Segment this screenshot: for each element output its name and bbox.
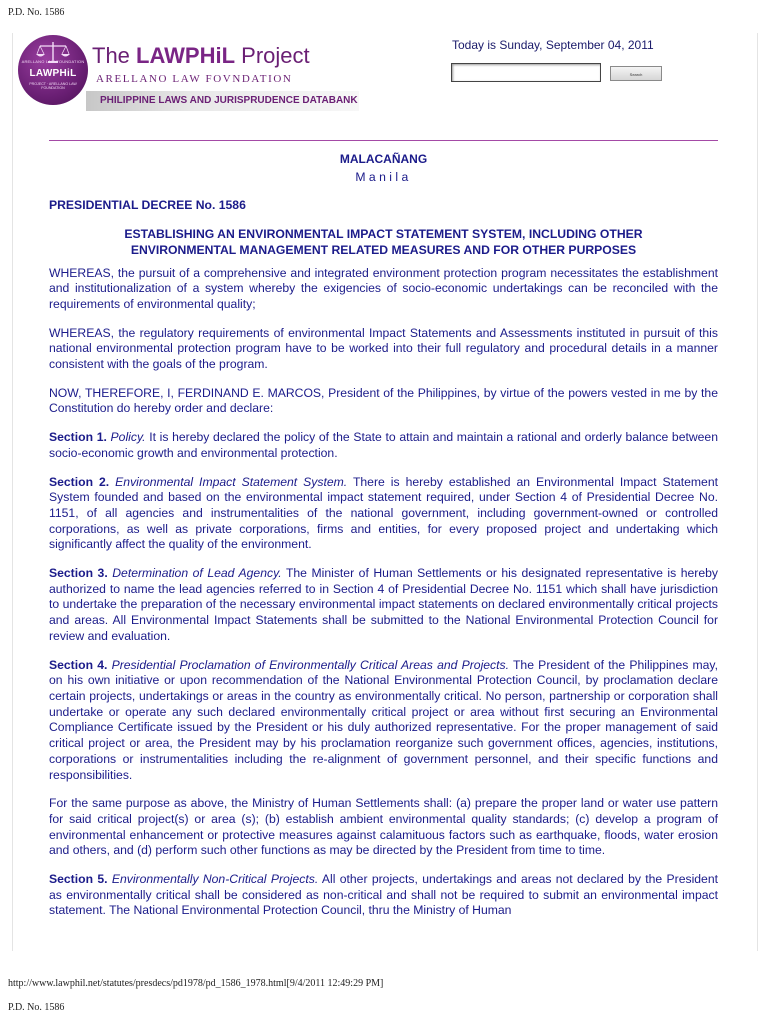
section-title: Environmentally Non-Critical Projects. [111,872,319,887]
issuer-heading: MALACAÑANG [339,152,428,166]
section-body: It is hereby declared the policy of the State to attain and maintain a rational and orderly balance between socio-economic growth and environmental protection. [49,430,718,460]
section-paragraph [49,566,718,645]
section-title: Environmental Impact Statement System. [115,474,348,489]
site-title-suffix: Project [235,43,310,68]
site-title-prefix: The [92,43,137,68]
section-label: Section 1. [49,430,107,445]
whereas-clause: WHEREAS, the pursuit of a comprehensive and integrated environment protection program necessitates the establishment and institutionalization of a system whereby the exigencies of socio-economic undertakings can be reconciled with the requirements of environmental quality; [49,265,718,311]
enacting-clause: NOW, THEREFORE, I, FERDINAND E. MARCOS, President of the Philippines, by virtue of the powers vested in me by the Constitution do hereby order and declare: [49,385,718,416]
decree-subject [49,227,718,258]
site-title-strong: LAWPHiL [136,43,236,68]
document-body [49,152,718,919]
section-paragraph [49,430,718,461]
print-footer-url: http://www.lawphil.net/statutes/presdecs/pd1978/pd_1586_1978.html[9/4/2011 12:49:29 PM] [8,978,384,989]
section-paragraph [49,658,718,784]
section-body: There is hereby established an Environmental Impact Statement System founded and based on the environmental impact statement required, under Section 4 of Presidential Decree No. 1151, of all agencies and instrumentalities of the national government, including government-owned or controlled corporations, as well as private corporations, firms and entities, for every proposed project and undertaking which significantly affect the quality of the environment. [49,474,719,552]
search-button[interactable]: Search [610,66,662,81]
decree-number: PRESIDENTIAL DECREE No. 1586 [49,198,246,213]
section-title: Determination of Lead Agency. [112,566,282,581]
section-paragraph [49,475,718,554]
header-divider [49,140,718,141]
decree-subject-line: ESTABLISHING AN ENVIRONMENTAL IMPACT STATEMENT SYSTEM, INCLUDING OTHER [124,227,643,242]
lawphil-logo[interactable] [14,33,359,111]
seal-top-text: ARELLANO LAW FOUNDATION [21,59,85,64]
current-date: Today is Sunday, September 04, 2011 [452,38,654,52]
whereas-clause: WHEREAS, the regulatory requirements of environmental Impact Statements and Assessments instituted in pursuit of this national environmental protection program have to be worked into their full regulatory and procedural details in a manner consistent with the goals of the program. [49,325,718,372]
decree-subject-line: ENVIRONMENTAL MANAGEMENT RELATED MEASURES AND FOR OTHER PURPOSES [130,242,637,257]
seal-bottom-text: PROJECT · ARELLANO LAW FOUNDATION [29,82,77,90]
section-body: All other projects, undertakings and areas not declared by the President as environmentally critical shall be considered as non-critical and shall not be required to submit an environmental impact statement. The National Environmental Protection Council, thru the Ministry of Human [49,872,719,918]
site-tagline: PHILIPPINE LAWS AND JURISPRUDENCE DATABANK [100,95,358,106]
search-input[interactable] [451,63,601,82]
section-label: Section 3. [49,566,108,581]
section-label: Section 5. [49,872,108,887]
place-heading: Manila [355,169,412,184]
seal-name: LAWPHiL [29,68,77,79]
site-title [92,43,310,69]
print-footer-title: P.D. No. 1586 [8,1002,65,1013]
section-label: Section 2. [49,474,110,489]
section-title: Policy. [110,430,146,445]
site-subtitle: ARELLANO LAW FOVNDATION [96,73,293,85]
section-title: Presidential Proclamation of Environmentally Critical Areas and Projects. [111,657,510,672]
section-body: The Minister of Human Settlements or his designated representative is hereby authorized to name the lead agencies referred to in Section 4 of Presidential Decree No. 1151 which shall have jurisdiction to undertake the preparation of the necessary environmental impact statements on declared environmentally critical projects and areas. All Environmental Impact Statements shall be submitted to the National Environmental Protection Council for review and evaluation. [49,566,719,643]
print-header-title: P.D. No. 1586 [8,7,65,18]
section-continuation: For the same purpose as above, the Ministry of Human Settlements shall: (a) prepare the proper land or water use pattern for said critical project(s) or area (s); (b) establish ambient environmental quality standards; (c) develop a program of environmental enhancement or protective measures against calamituous factors such as earthquake, floods, water erosion and others, and (d) perform such other functions as may be directed by the President from time to time. [49,796,718,858]
section-label: Section 4. [49,657,108,672]
section-paragraph [49,872,718,919]
lawphil-seal [18,35,88,105]
section-body: The President of the Philippines may, on his own initiative or upon recommendation of the National Environmental Protection Council, by proclamation declare certain projects, undertakings or areas in the country as environmentally critical. No person, partnership or corporation shall undertake or operate any such declared environmentally critical project or area without first securing an Environmental Compliance Certificate issued by the President or his duly authorized representative. For the proper management of said critical project or area, the President may by his proclamation reorganize such government offices, agencies, institutions, corporations or instrumentalities including the re-alignment of government personnel, and their specific functions and responsibilities. [49,657,719,782]
